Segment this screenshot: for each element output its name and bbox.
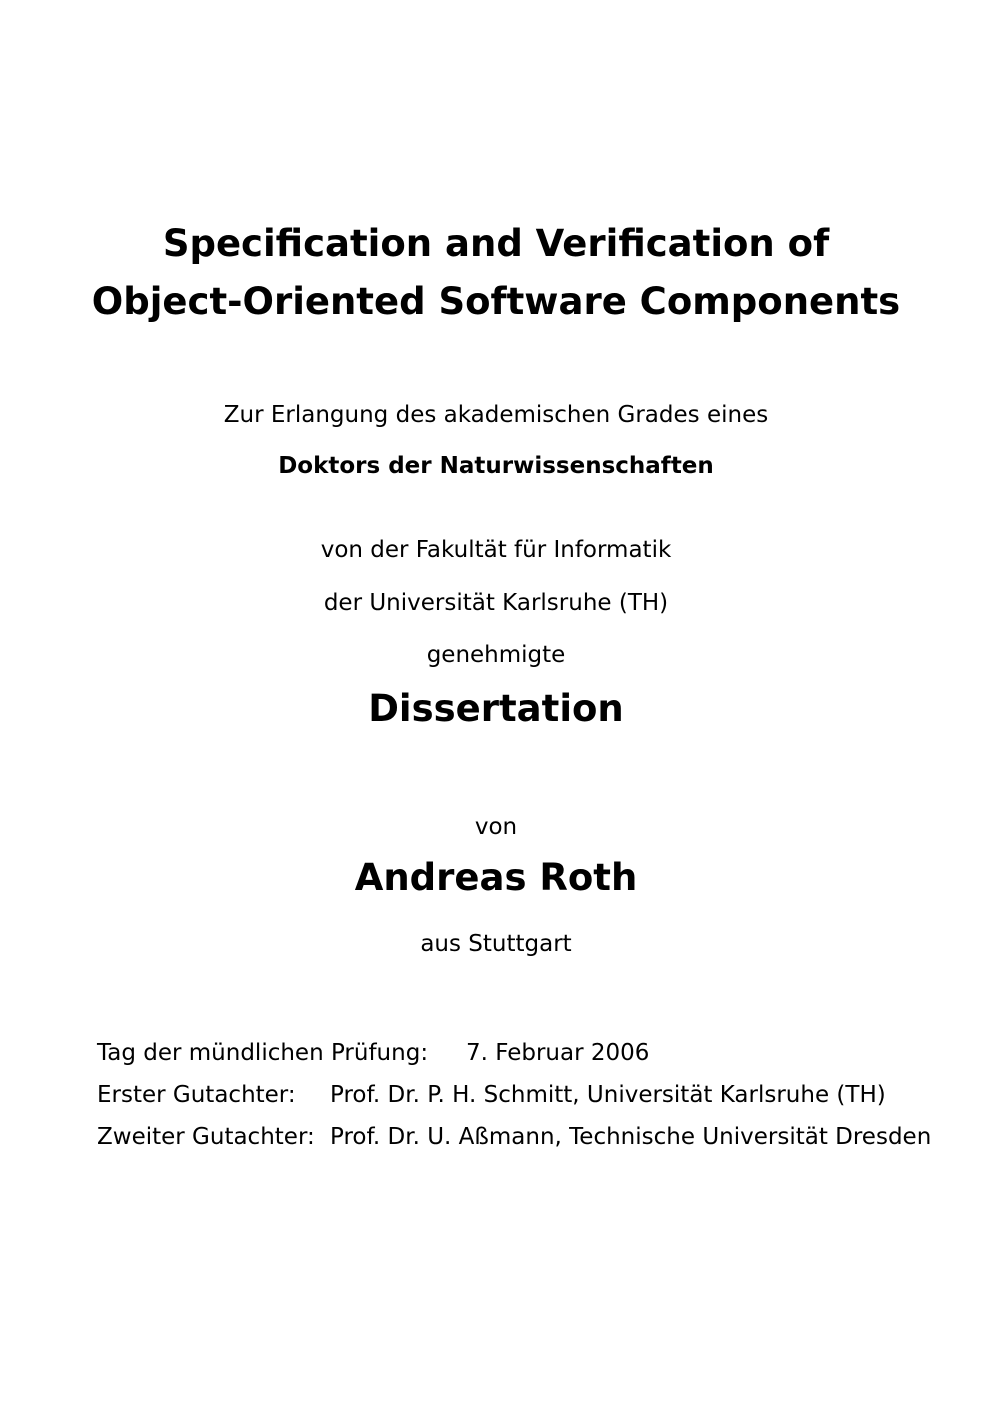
author-name: Andreas Roth [354, 856, 638, 899]
degree-intro: Zur Erlangung des akademischen Grades eines [223, 402, 769, 428]
faculty-line-2: der Universität Karlsruhe (TH) [323, 590, 669, 616]
degree-name: Doktors der Naturwissenschaften [278, 453, 714, 479]
document-type: Dissertation [368, 687, 624, 730]
faculty-line-3: genehmigte [426, 642, 566, 668]
detail-label: Erster Gutachter: [97, 1082, 296, 1108]
detail-value: Prof. Dr. P. H. Schmitt, Universität Karlsruhe (TH) [330, 1082, 886, 1108]
thesis-title-line-1: Specification and Verification of [162, 222, 830, 265]
detail-value: 7. Februar 2006 [466, 1040, 650, 1066]
faculty-line-1: von der Fakultät für Informatik [320, 537, 672, 563]
author-origin: aus Stuttgart [420, 931, 572, 957]
detail-value: Prof. Dr. U. Aßmann, Technische Universität Dresden [330, 1124, 932, 1150]
by-label: von [474, 814, 518, 840]
detail-label: Zweiter Gutachter: [97, 1124, 315, 1150]
detail-label: Tag der mündlichen Prüfung: [97, 1040, 429, 1066]
thesis-title-line-2: Object-Oriented Software Components [91, 280, 901, 323]
